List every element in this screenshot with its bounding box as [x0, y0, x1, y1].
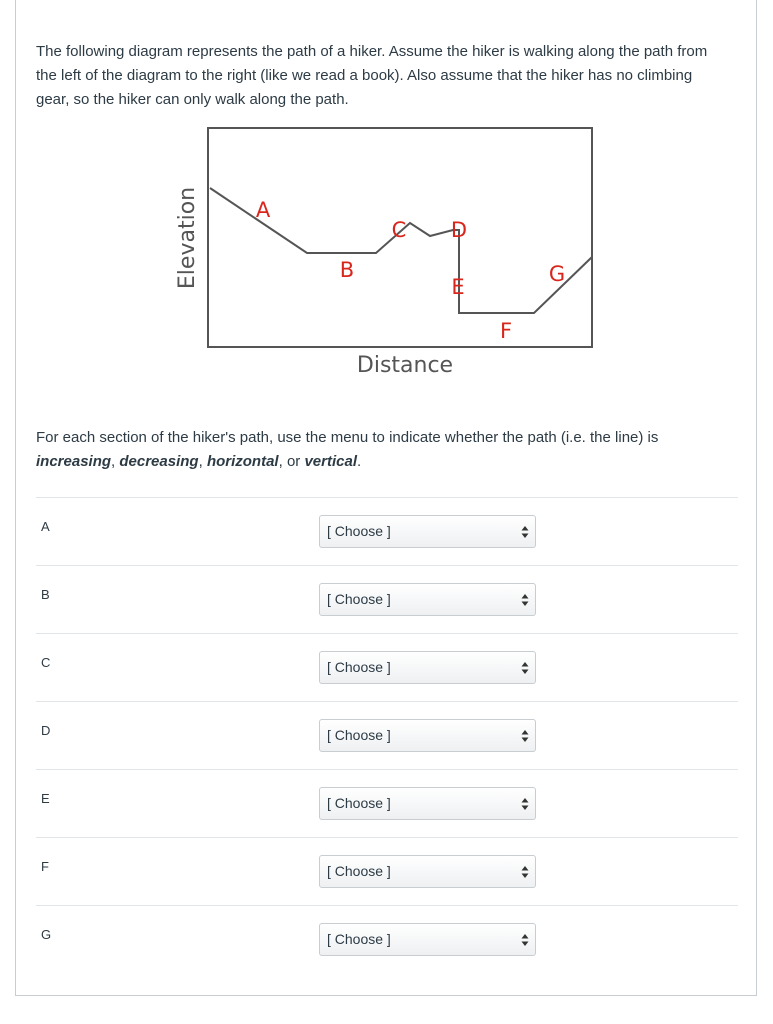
select-g-value: [ Choose ]: [327, 931, 391, 947]
answer-rows: [36, 497, 738, 973]
y-axis-label: Elevation: [175, 186, 200, 290]
answer-row-d: [36, 701, 738, 769]
instructions-sep1: ,: [111, 453, 120, 470]
updown-arrow-icon: [521, 729, 529, 743]
updown-arrow-icon: [521, 797, 529, 811]
answer-row-f: [36, 837, 738, 905]
segment-label-b: B: [339, 258, 355, 282]
x-axis-label: Distance: [356, 353, 454, 378]
instructions-part1: For each section of the hiker's path, use the menu to indicate whether the path (i.e. the line) is: [36, 429, 659, 446]
select-g[interactable]: [319, 923, 536, 956]
option-vertical: vertical: [304, 453, 357, 470]
row-label-g: G: [41, 927, 52, 942]
segment-label-f: F: [499, 319, 513, 343]
row-label-d: D: [41, 723, 51, 738]
instructions-sep2: ,: [198, 453, 207, 470]
updown-arrow-icon: [521, 593, 529, 607]
row-label-c: C: [41, 655, 51, 670]
instructions-end: .: [357, 453, 362, 470]
answer-row-g: [36, 905, 738, 973]
option-decreasing: decreasing: [119, 453, 199, 470]
select-c[interactable]: [319, 651, 536, 684]
segment-label-g: G: [548, 262, 566, 286]
select-e-value: [ Choose ]: [327, 795, 391, 811]
select-b[interactable]: [319, 583, 536, 616]
segment-label-e: E: [451, 275, 465, 299]
select-a[interactable]: [319, 515, 536, 548]
updown-arrow-icon: [521, 933, 529, 947]
select-c-value: [ Choose ]: [327, 659, 391, 675]
row-label-b: B: [41, 587, 50, 602]
row-label-f: F: [41, 859, 49, 874]
select-b-value: [ Choose ]: [327, 591, 391, 607]
option-increasing: increasing: [36, 453, 112, 470]
instructions-sep3: , or: [278, 453, 305, 470]
answer-row-b: [36, 565, 738, 633]
diagram-svg: [170, 120, 600, 390]
segment-label-a: A: [255, 198, 271, 222]
segment-label-d: D: [450, 218, 468, 242]
hiker-path-diagram: [170, 120, 600, 390]
answer-row-a: [36, 497, 738, 565]
answer-row-c: [36, 633, 738, 701]
row-label-a: A: [41, 519, 50, 534]
intro-text: The following diagram represents the path of a hiker. Assume the hiker is walking along the path from the left of the diagram to the right (like we read a book). Also assume that the hiker has no climbing gear, so the hiker can only walk along the path.: [36, 43, 708, 108]
select-f[interactable]: [319, 855, 536, 888]
select-e[interactable]: [319, 787, 536, 820]
select-d-value: [ Choose ]: [327, 727, 391, 743]
row-label-e: E: [41, 791, 50, 806]
select-f-value: [ Choose ]: [327, 863, 391, 879]
updown-arrow-icon: [521, 661, 529, 675]
select-a-value: [ Choose ]: [327, 523, 391, 539]
option-horizontal: horizontal: [206, 453, 279, 470]
answer-row-e: [36, 769, 738, 837]
updown-arrow-icon: [521, 525, 529, 539]
updown-arrow-icon: [521, 865, 529, 879]
select-d[interactable]: [319, 719, 536, 752]
instructions-text: [36, 426, 736, 474]
segment-label-c: C: [391, 218, 407, 242]
